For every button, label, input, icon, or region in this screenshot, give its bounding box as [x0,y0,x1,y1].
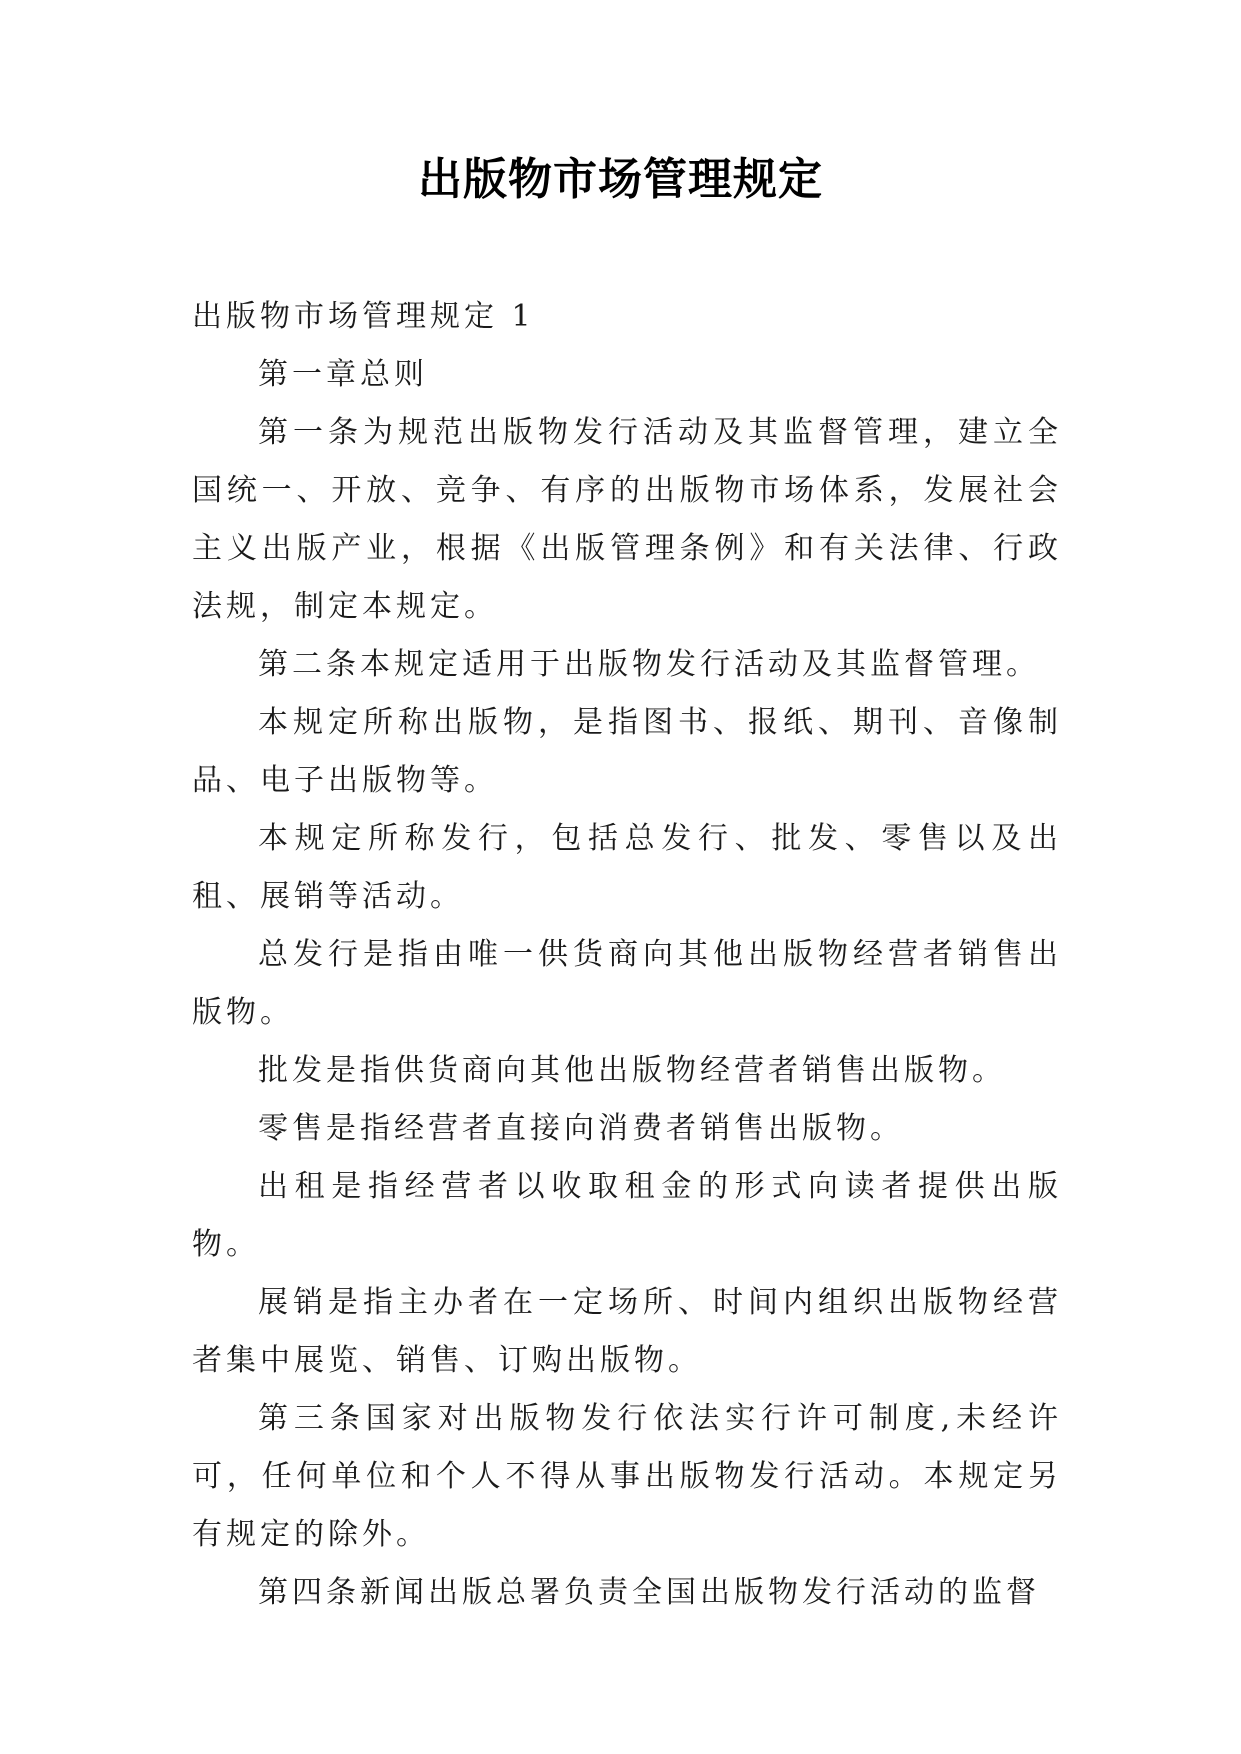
document-title: 出版物市场管理规定 [418,154,823,205]
chapter-heading: 第一章总则 [258,357,428,392]
definition-distribution: 本规定所称发行，包括总发行、批发、零售以及出租、展销等活动。 [192,821,1062,914]
document-subtitle: 出版物市场管理规定 1 [192,299,535,334]
article-1: 第一条为规范出版物发行活动及其监督管理，建立全国统一、开放、竞争、有序的出版物市场体系，发展社会主义出版产业，根据《出版管理条例》和有关法律、行政法规，制定本规定。 [192,415,1062,624]
article-2: 第二条本规定适用于出版物发行活动及其监督管理。 [258,647,1040,682]
article-4: 第四条新闻出版总署负责全国出版物发行活动的监督 [258,1575,1040,1610]
definition-wholesale: 批发是指供货商向其他出版物经营者销售出版物。 [258,1053,1006,1088]
definition-retail: 零售是指经营者直接向消费者销售出版物。 [258,1111,904,1146]
definition-publication: 本规定所称出版物，是指图书、报纸、期刊、音像制品、电子出版物等。 [192,705,1062,798]
definition-rental: 出租是指经营者以收取租金的形式向读者提供出版物。 [192,1169,1062,1262]
definition-exhibition: 展销是指主办者在一定场所、时间内组织出版物经营者集中展览、销售、订购出版物。 [192,1285,1062,1378]
document-body [192,288,1062,1622]
definition-general-distribution: 总发行是指由唯一供货商向其他出版物经营者销售出版物。 [192,937,1062,1030]
article-3: 第三条国家对出版物发行依法实行许可制度,未经许可，任何单位和个人不得从事出版物发行活动。本规定另有规定的除外。 [192,1401,1062,1552]
